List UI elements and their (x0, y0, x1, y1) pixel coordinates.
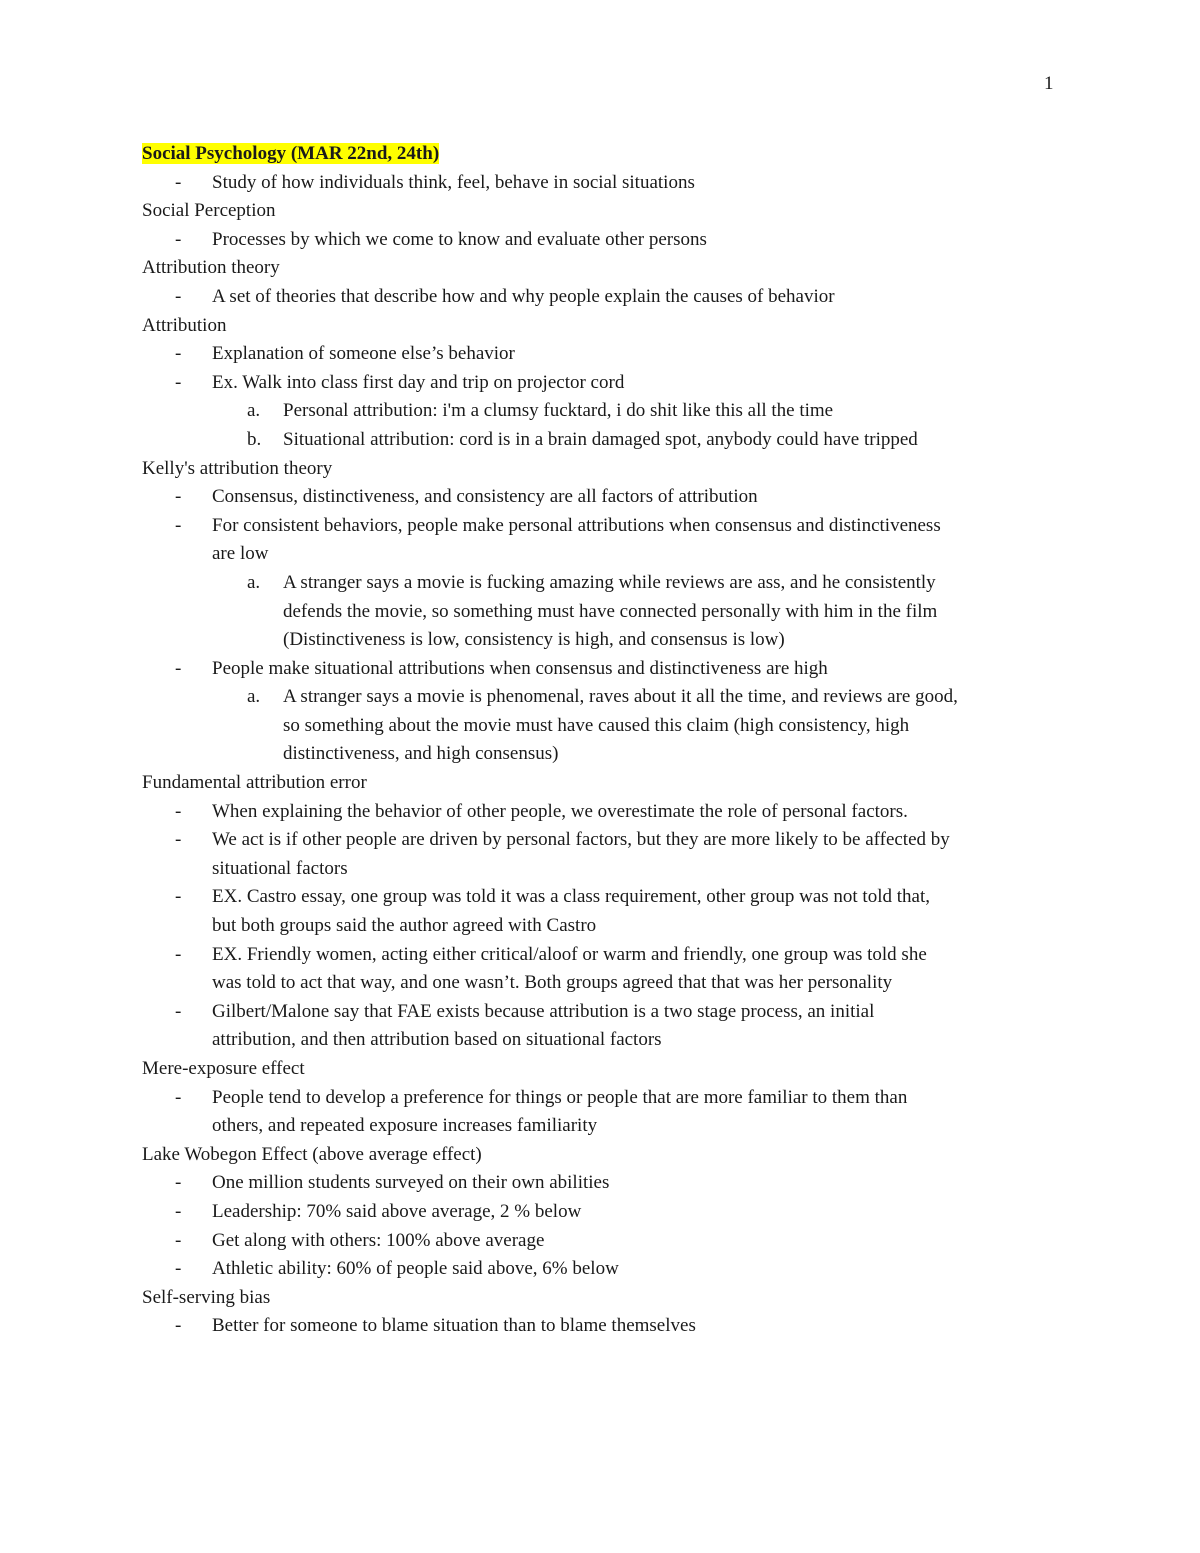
line-text: Gilbert/Malone say that FAE exists because attribution is a two stage process, an initial (212, 1000, 875, 1022)
bullet-item (142, 226, 1072, 255)
list-letter-marker: a. (247, 686, 261, 708)
section-heading (142, 769, 1072, 798)
line-text: Get along with others: 100% above average (212, 1229, 545, 1251)
line-text: Fundamental attribution error (142, 772, 367, 794)
dash-bullet-marker: - (175, 1172, 182, 1194)
dash-bullet-marker: - (175, 829, 182, 851)
line-text: A stranger says a movie is phenomenal, raves about it all the time, and reviews are good, (283, 686, 958, 708)
bullet-item (142, 483, 1072, 512)
line-text: Lake Wobegon Effect (above average effect) (142, 1143, 482, 1165)
line-text: Situational attribution: cord is in a brain damaged spot, anybody could have tripped (283, 428, 918, 450)
line-text: was told to act that way, and one wasn’t. Both groups agreed that that was her personality (212, 972, 893, 994)
line-text: Explanation of someone else’s behavior (212, 343, 515, 365)
line-text: Study of how individuals think, feel, behave in social situations (212, 171, 695, 193)
line-text: Social Perception (142, 200, 276, 222)
section-heading (142, 1284, 1072, 1313)
dash-bullet-marker: - (175, 285, 182, 307)
bullet-item (142, 1227, 1072, 1256)
line-text: Processes by which we come to know and evaluate other persons (212, 228, 707, 250)
dash-bullet-marker: - (175, 800, 182, 822)
bullet-item (142, 655, 1072, 684)
sub-list-item (142, 626, 1072, 655)
bullet-item (142, 941, 1072, 970)
bullet-item (142, 998, 1072, 1027)
dash-bullet-marker: - (175, 171, 182, 193)
bullet-item (142, 1198, 1072, 1227)
bullet-item (142, 883, 1072, 912)
line-text: We act is if other people are driven by personal factors, but they are more likely to be affected by (212, 829, 950, 851)
line-text: One million students surveyed on their own abilities (212, 1172, 610, 1194)
sub-list-item (142, 683, 1072, 712)
bullet-item (142, 826, 1072, 855)
bullet-item (142, 340, 1072, 369)
section-heading (142, 455, 1072, 484)
bullet-item (142, 1112, 1072, 1141)
document-title (142, 140, 1072, 169)
line-text: People tend to develop a preference for things or people that are more familiar to them than (212, 1086, 908, 1108)
line-text: Ex. Walk into class first day and trip on projector cord (212, 371, 625, 393)
dash-bullet-marker: - (175, 657, 182, 679)
line-text: Attribution (142, 314, 227, 336)
dash-bullet-marker: - (175, 1229, 182, 1251)
sub-list-item (142, 712, 1072, 741)
sub-list-item (142, 569, 1072, 598)
bullet-item (142, 912, 1072, 941)
line-text: Consensus, distinctiveness, and consistency are all factors of attribution (212, 486, 758, 508)
bullet-item (142, 1084, 1072, 1113)
notes-list (142, 169, 1072, 1341)
line-text: defends the movie, so something must have connected personally with him in the film (283, 600, 938, 622)
dash-bullet-marker: - (175, 228, 182, 250)
line-text: others, and repeated exposure increases familiarity (212, 1115, 598, 1137)
bullet-item (142, 1312, 1072, 1341)
section-heading (142, 1055, 1072, 1084)
document-body (142, 140, 1072, 1341)
line-text: Personal attribution: i'm a clumsy fucktard, i do shit like this all the time (283, 400, 834, 422)
line-text: so something about the movie must have caused this claim (high consistency, high (283, 714, 910, 736)
line-text: but both groups said the author agreed with Castro (212, 915, 597, 937)
sub-list-item (142, 397, 1072, 426)
line-text: (Distinctiveness is low, consistency is high, and consensus is low) (283, 629, 785, 651)
page-number: 1 (1044, 73, 1054, 94)
bullet-item (142, 169, 1072, 198)
highlighted-title: Social Psychology (MAR 22nd, 24th) (142, 143, 440, 164)
dash-bullet-marker: - (175, 886, 182, 908)
line-text: Self-serving bias (142, 1286, 271, 1308)
bullet-item (142, 855, 1072, 884)
line-text: A set of theories that describe how and why people explain the causes of behavior (212, 285, 835, 307)
bullet-item (142, 798, 1072, 827)
dash-bullet-marker: - (175, 1086, 182, 1108)
dash-bullet-marker: - (175, 371, 182, 393)
line-text: For consistent behaviors, people make personal attributions when consensus and distinctiveness (212, 514, 941, 536)
bullet-item (142, 512, 1072, 541)
sub-list-item (142, 598, 1072, 627)
sub-list-item (142, 740, 1072, 769)
list-letter-marker: b. (247, 428, 262, 450)
sub-list-item (142, 426, 1072, 455)
line-text: People make situational attributions when consensus and distinctiveness are high (212, 657, 828, 679)
list-letter-marker: a. (247, 400, 261, 422)
dash-bullet-marker: - (175, 1315, 182, 1337)
bullet-item (142, 540, 1072, 569)
dash-bullet-marker: - (175, 1200, 182, 1222)
line-text: EX. Friendly women, acting either critical/aloof or warm and friendly, one group was told she (212, 943, 927, 965)
bullet-item (142, 1255, 1072, 1284)
section-heading (142, 254, 1072, 283)
dash-bullet-marker: - (175, 514, 182, 536)
line-text: Athletic ability: 60% of people said above, 6% below (212, 1258, 619, 1280)
line-text: situational factors (212, 857, 348, 879)
section-heading (142, 1141, 1072, 1170)
dash-bullet-marker: - (175, 1258, 182, 1280)
line-text: attribution, and then attribution based on situational factors (212, 1029, 662, 1051)
bullet-item (142, 369, 1072, 398)
line-text: Leadership: 70% said above average, 2 % below (212, 1200, 582, 1222)
dash-bullet-marker: - (175, 1000, 182, 1022)
list-letter-marker: a. (247, 571, 261, 593)
bullet-item (142, 969, 1072, 998)
line-text: Attribution theory (142, 257, 280, 279)
line-text: distinctiveness, and high consensus) (283, 743, 559, 765)
line-text: A stranger says a movie is fucking amazing while reviews are ass, and he consistently (283, 571, 936, 593)
line-text: Mere-exposure effect (142, 1058, 305, 1079)
line-text: When explaining the behavior of other people, we overestimate the role of personal factors. (212, 800, 908, 822)
bullet-item (142, 1169, 1072, 1198)
section-heading (142, 312, 1072, 341)
section-heading (142, 197, 1072, 226)
line-text: EX. Castro essay, one group was told it was a class requirement, other group was not told that, (212, 886, 930, 908)
bullet-item (142, 1026, 1072, 1055)
dash-bullet-marker: - (175, 943, 182, 965)
bullet-item (142, 283, 1072, 312)
line-text: Kelly's attribution theory (142, 457, 333, 479)
dash-bullet-marker: - (175, 343, 182, 365)
line-text: are low (212, 543, 269, 565)
line-text: Better for someone to blame situation than to blame themselves (212, 1315, 696, 1337)
dash-bullet-marker: - (175, 486, 182, 508)
